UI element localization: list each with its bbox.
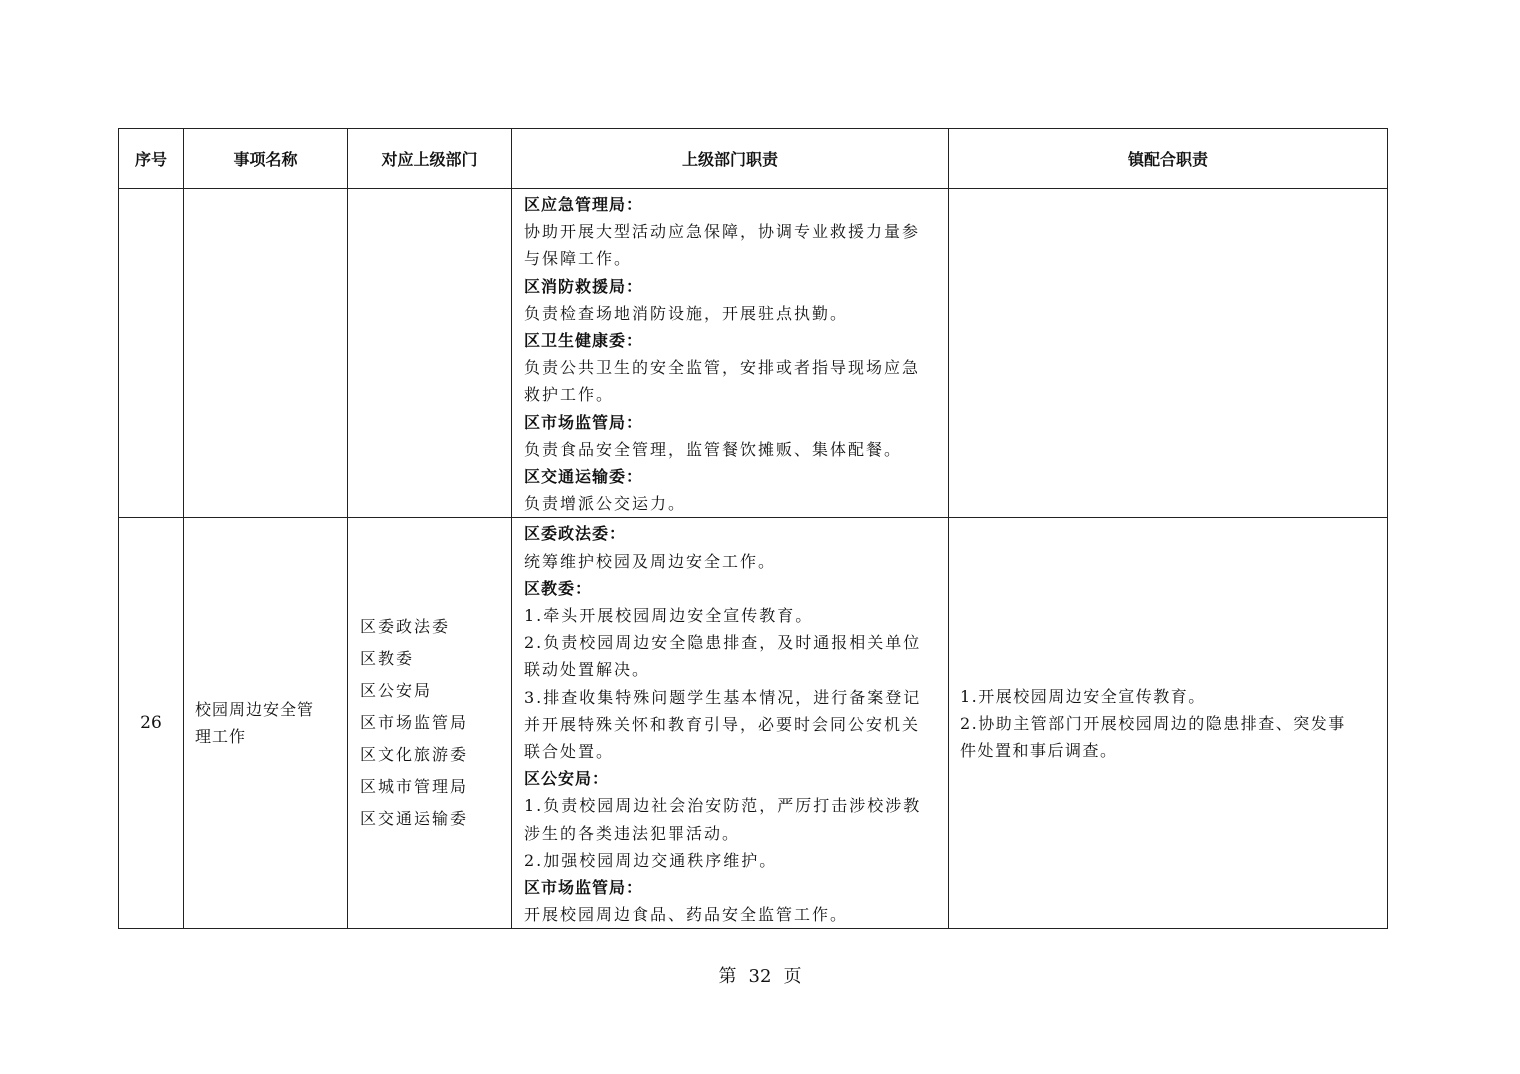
seq-cell	[119, 189, 184, 518]
duty-dept-title: 区委政法委：	[524, 524, 627, 544]
duty-block	[524, 409, 939, 463]
duty-block	[524, 463, 939, 517]
page-number-prefix: 第	[718, 966, 737, 987]
duty-line: 涉生的各类违法犯罪活动。	[524, 823, 741, 843]
duty-dept-title: 区市场监管局：	[524, 412, 644, 432]
duty-line: 负责增派公交运力。	[524, 494, 687, 514]
town-duties-cell	[949, 189, 1388, 518]
item-name-line: 校园周边安全管	[195, 700, 315, 720]
item-name-cell	[184, 189, 348, 518]
dept-list-item: 区文化旅游委	[360, 745, 469, 765]
duty-dept-title: 区公安局：	[524, 769, 610, 789]
header-seq: 序号	[119, 129, 184, 189]
duty-dept-title: 区市场监管局：	[524, 878, 644, 898]
duty-block	[524, 191, 939, 273]
duty-block	[524, 765, 939, 874]
duty-line: 与保障工作。	[524, 249, 633, 269]
duty-line: 协助开展大型活动应急保障，协调专业救援力量参	[524, 222, 921, 242]
duty-line: 负责检查场地消防设施，开展驻点执勤。	[524, 303, 849, 323]
town-duty-line: 1.开展校园周边安全宣传教育。	[960, 686, 1206, 706]
duty-line: 救护工作。	[524, 385, 615, 405]
duty-block	[524, 520, 939, 574]
duty-line: 统筹维护校园及周边安全工作。	[524, 551, 777, 571]
superior-dept-cell	[348, 189, 512, 518]
duty-line: 1.牵头开展校园周边安全宣传教育。	[524, 606, 814, 626]
superior-duties-cell	[512, 189, 949, 518]
header-superior-dept: 对应上级部门	[348, 129, 512, 189]
duty-block	[524, 327, 939, 409]
table-row-continued	[119, 189, 1388, 518]
table-row-26	[119, 518, 1388, 929]
dept-list-item: 区交通运输委	[360, 809, 469, 829]
table-header-row	[119, 129, 1388, 189]
duty-dept-title: 区卫生健康委：	[524, 331, 644, 351]
duty-line: 3.排查收集特殊问题学生基本情况，进行备案登记	[524, 687, 922, 707]
responsibility-table	[118, 128, 1388, 929]
duty-line: 开展校园周边食品、药品安全监管工作。	[524, 905, 849, 925]
duty-block	[524, 874, 939, 928]
item-name-cell	[184, 518, 348, 929]
dept-list-item: 区市场监管局	[360, 713, 469, 733]
duty-line: 并开展特殊关怀和教育引导，必要时会同公安机关	[524, 714, 921, 734]
header-item-name: 事项名称	[184, 129, 348, 189]
dept-list-item: 区委政法委	[360, 617, 451, 637]
duty-block	[524, 273, 939, 327]
duty-line: 2.加强校园周边交通秩序维护。	[524, 850, 778, 870]
town-duties-cell	[949, 518, 1388, 929]
header-superior-duties: 上级部门职责	[512, 129, 949, 189]
duty-line: 联合处置。	[524, 742, 615, 762]
town-duty-line: 2.协助主管部门开展校园周边的隐患排查、突发事	[960, 713, 1346, 733]
duty-dept-title: 区教委：	[524, 578, 593, 598]
duty-line: 联动处置解决。	[524, 660, 651, 680]
dept-list-item: 区教委	[360, 649, 415, 669]
duty-dept-title: 区应急管理局：	[524, 195, 644, 214]
header-town-duties: 镇配合职责	[949, 129, 1388, 189]
superior-dept-cell	[348, 518, 512, 929]
page-number-suffix: 页	[783, 966, 802, 987]
dept-list-item: 区城市管理局	[360, 777, 469, 797]
superior-duties-cell	[512, 518, 949, 929]
duty-dept-title: 区消防救援局：	[524, 276, 644, 296]
page-number: 32	[748, 966, 772, 987]
duty-line: 2.负责校园周边安全隐患排查，及时通报相关单位	[524, 633, 922, 653]
seq-cell: 26	[119, 518, 184, 929]
dept-list-item: 区公安局	[360, 681, 433, 701]
item-name-line: 理工作	[195, 727, 247, 747]
town-duty-line: 件处置和事后调查。	[960, 740, 1118, 760]
duty-line: 1.负责校园周边社会治安防范，严厉打击涉校涉教	[524, 796, 922, 816]
duty-block	[524, 575, 939, 765]
duty-dept-title: 区交通运输委：	[524, 467, 644, 487]
page-number-footer	[0, 962, 1520, 988]
duty-line: 负责公共卫生的安全监管，安排或者指导现场应急	[524, 358, 921, 378]
duty-line: 负责食品安全管理，监管餐饮摊贩、集体配餐。	[524, 439, 903, 459]
